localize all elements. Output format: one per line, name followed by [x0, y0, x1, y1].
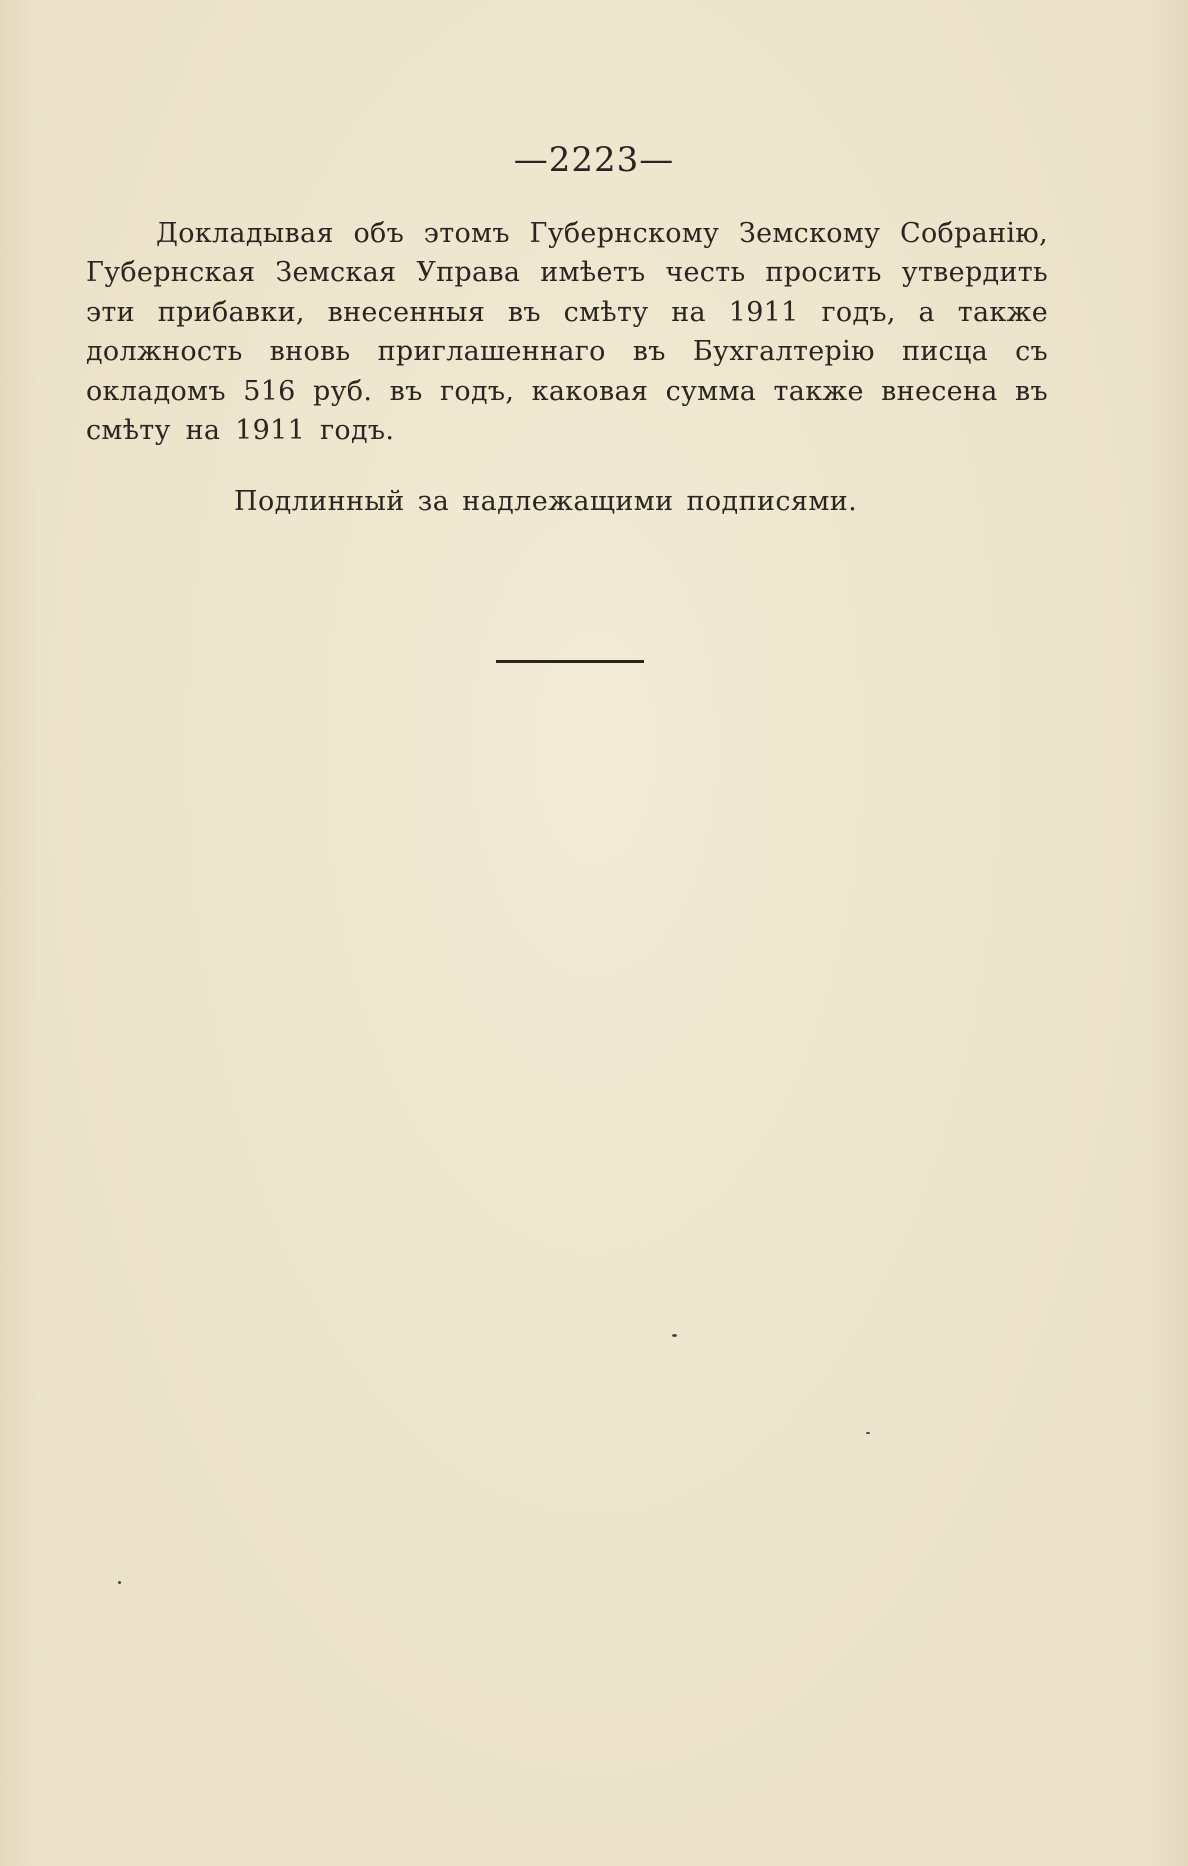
page-number: —2223— [513, 140, 675, 180]
paper-speck [866, 1432, 870, 1434]
signature-note: Подлинный за надлежащими подписями. [234, 486, 858, 517]
body-paragraph: Докладывая объ этомъ Губернскому Земскому Собранію, Губернская Земская Управа имѣетъ честь просить утвердить эти прибавки, внесенныя въ смѣту на 1911 годъ, а также должность вновь приглашеннаго въ Бухгалтерію писца съ окладомъ 516 руб. въ годъ, каковая сумма также внесена въ смѣту на 1911 годъ. [86, 218, 1048, 447]
paper-speck [672, 1334, 677, 1337]
closing-rule [496, 660, 644, 663]
paper-speck [118, 1581, 121, 1584]
